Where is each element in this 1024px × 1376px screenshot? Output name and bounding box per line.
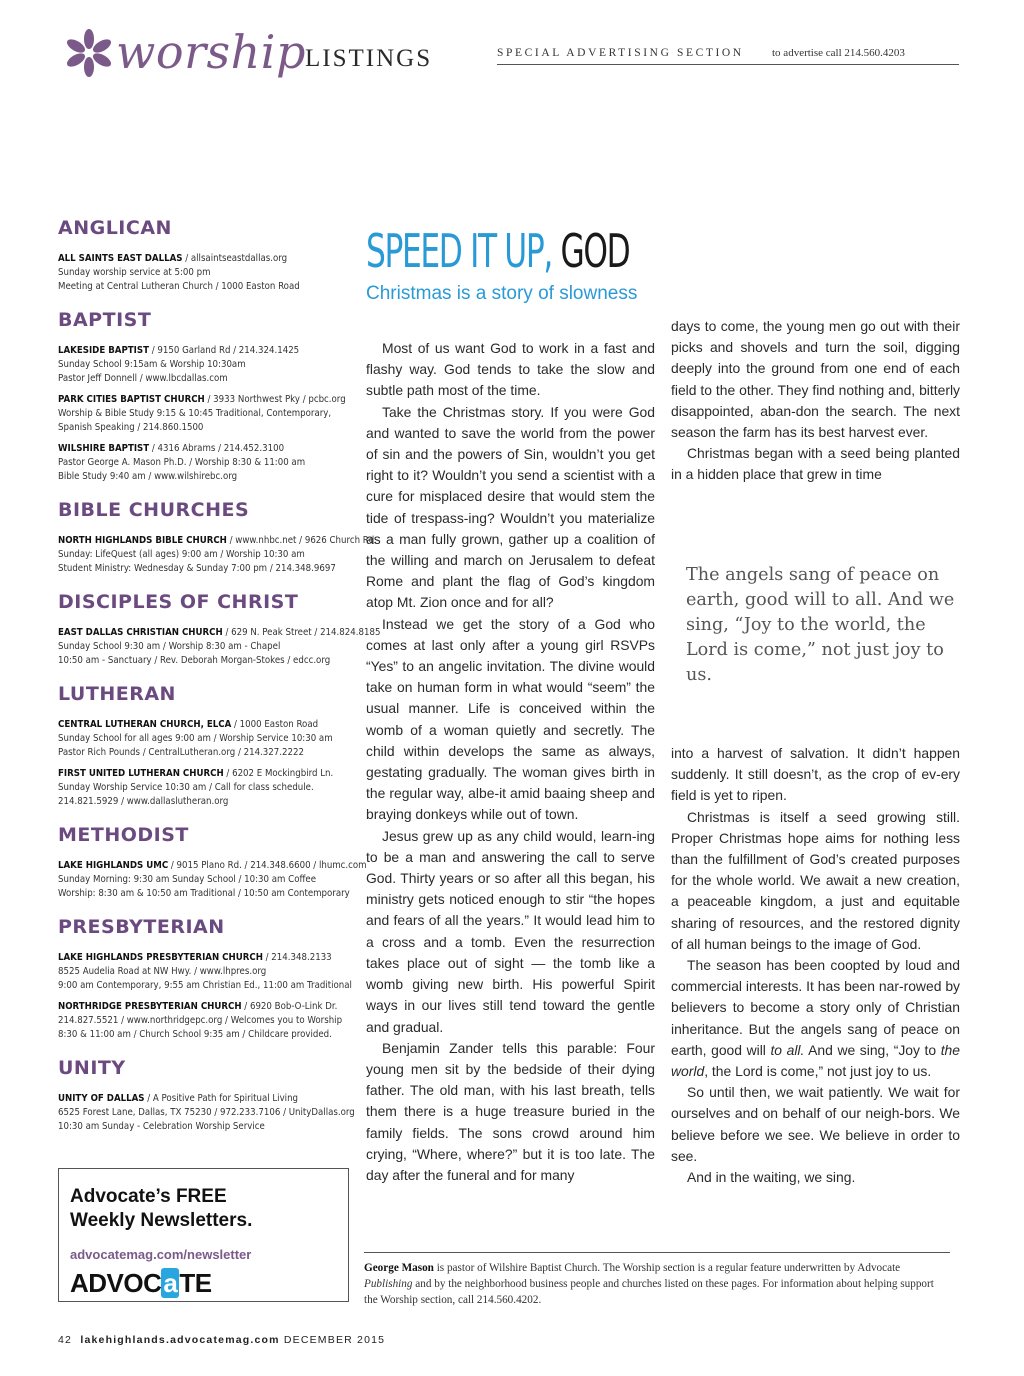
logo-part: ADVOC xyxy=(70,1268,162,1298)
church-detail-line: 214.827.5521 / www.northridgepc.org / Welcomes you to Worship xyxy=(58,1015,343,1026)
church-name: WILSHIRE BAPTIST xyxy=(58,443,150,454)
church-detail-line: Bible Study 9:40 am / www.wilshirebc.org xyxy=(58,471,238,482)
article-column-right-top xyxy=(671,316,960,486)
article-title-part: GOD xyxy=(560,224,630,278)
church-name: LAKESIDE BAPTIST xyxy=(58,345,149,356)
church-detail-line xyxy=(58,1000,338,1014)
advertise-phone: to advertise call 214.560.4203 xyxy=(772,47,905,59)
flourish-asterisk-icon xyxy=(64,28,114,78)
church-name: UNITY OF DALLAS xyxy=(58,1093,145,1104)
text-run: The season has been coopted by loud and commercial interests. It has been nar-rowed by believers to become a story only of Christian inheritance. But the angels sang of peace on earth, good will xyxy=(671,957,960,1058)
church-listing xyxy=(58,718,334,760)
brand-listings-label: LISTINGS xyxy=(305,45,433,72)
logo-part: TE xyxy=(179,1268,212,1298)
church-contact: / 629 N. Peak Street / 214.824.8185 xyxy=(222,627,381,638)
article-paragraph: Benjamin Zander tells this parable: Four young men sit by the bedside of their dying father. The old man, with his last breath, tells them there is a huge treasure buried in the family fields. The sons crowd around him crying, “Where, where?” but it is too late. The day after the funeral and for many xyxy=(366,1039,655,1183)
article-paragraph: into a harvest of salvation. It didn’t happen suddenly. It still doesn’t, as the crop of ev-ery field is yet to ripen. xyxy=(671,745,960,804)
church-detail-line xyxy=(58,626,381,640)
brand-script-title: worship xyxy=(116,25,306,79)
article-paragraph: Christmas is itself a seed growing still. Proper Christmas hope aims for nothing less than the fulfillment of God’s created purposes for the whole world. We await a new creation, a peaceable kingdom, a just and equitable sharing of resources, and the restored dignity of all human beings to the image of God. xyxy=(671,808,960,952)
article-column-right-bottom xyxy=(671,743,960,1188)
author-byline xyxy=(364,1260,950,1308)
pull-quote: The angels sang of peace on earth, good will to all. And we sing, “Joy to the world, the Lord is come,” not just joy to us. xyxy=(686,565,955,685)
logo-cat-icon: a xyxy=(163,1268,178,1298)
advocate-logo xyxy=(70,1269,212,1297)
newsletter-promo-box xyxy=(58,1168,349,1302)
newsletter-link[interactable]: advocatemag.com/newsletter xyxy=(70,1247,252,1262)
church-detail-line: Pastor Jeff Donnell / www.lbcdallas.com xyxy=(58,373,228,384)
article-paragraph: Christmas began with a seed being planted in a hidden place that grew in time xyxy=(671,445,960,483)
article-column-left xyxy=(366,338,655,1186)
text-run-italic: the world xyxy=(671,1041,960,1080)
church-detail-line xyxy=(58,718,334,732)
denomination-heading: DISCIPLES OF CHRIST xyxy=(58,591,299,613)
worship-listings xyxy=(58,216,381,1148)
article-paragraph: Instead we get the story of a God who comes at last only after a young girl RSVPs “Yes” to an angelic invitation. The divine would take on human form in what would “seem” the usual manner. Life is conceived within the womb of a woman quietly and secretly. The child within develops the same as always, gestating gradually. The woman gives birth in the regular way, albe-it amid baaing sheep and braying donkeys while out of town. xyxy=(366,615,655,823)
church-detail-line: Worship & Bible Study 9:15 & 10:45 Traditional, Contemporary, xyxy=(58,408,332,419)
church-detail-line xyxy=(58,859,367,873)
church-detail-line: 10:50 am - Sanctuary / Rev. Deborah Morgan-Stokes / edcc.org xyxy=(58,655,331,666)
denomination-heading: LUTHERAN xyxy=(58,683,176,705)
church-detail-line: Worship: 8:30 am & 10:50 am Traditional / 10:50 am Contemporary xyxy=(58,888,350,899)
church-detail-line xyxy=(58,1092,334,1106)
denomination-heading: METHODIST xyxy=(58,824,189,846)
church-contact: / 214.348.2133 xyxy=(262,952,332,963)
article-paragraph: Take the Christmas story. If you were God and wanted to save the world from the power of sin and the powers of Sin, wouldn’t you get right to it? Wouldn’t you send a scientist with a cure for misplaced desire that would stem the tide of trespass-ing? Wouldn’t you materialize as a man fully grown, gather up a coalition of the willing and march on Jerusalem to defeat Rome and plant the flag of God’s kingdom atop Mt. Zion once and for all? xyxy=(366,403,655,611)
footer-issue: DECEMBER 2015 xyxy=(283,1334,386,1346)
church-name: EAST DALLAS CHRISTIAN CHURCH xyxy=(58,627,223,638)
church-listing xyxy=(58,1000,343,1042)
author-name: George Mason xyxy=(364,1262,434,1274)
church-contact: / 3933 Northwest Pky / pcbc.org xyxy=(204,394,346,405)
church-detail-line: 10:30 am Sunday - Celebration Worship Service xyxy=(58,1121,265,1132)
church-name: ALL SAINTS EAST DALLAS xyxy=(58,253,183,264)
church-detail-line: Student Ministry: Wednesday & Sunday 7:00 pm / 214.348.9697 xyxy=(58,563,336,574)
text-run-italic: to all. xyxy=(770,1041,805,1058)
church-detail-line: Sunday Morning: 9:30 am Sunday School / 10:30 am Coffee xyxy=(58,874,317,885)
church-detail-line xyxy=(58,534,377,548)
church-contact: / 6202 E Mockingbird Ln. xyxy=(223,768,334,779)
church-listing xyxy=(58,767,334,809)
church-detail-line: Sunday School 9:15am & Worship 10:30am xyxy=(58,359,246,370)
denomination-heading: ANGLICAN xyxy=(58,217,172,239)
church-detail-line: Sunday School for all ages 9:00 am / Worship Service 10:30 am xyxy=(58,733,333,744)
page-number: 42 xyxy=(58,1334,73,1346)
church-detail-line: Sunday: LifeQuest (all ages) 9:00 am / Worship 10:30 am xyxy=(58,549,305,560)
page-footer xyxy=(58,1334,385,1346)
church-contact: / A Positive Path for Spiritual Living xyxy=(144,1093,299,1104)
denomination-group xyxy=(58,308,358,484)
church-detail-line: Sunday worship service at 5:00 pm xyxy=(58,267,211,278)
church-listing xyxy=(58,252,334,294)
church-detail-line xyxy=(58,344,334,358)
denomination-group xyxy=(58,823,367,901)
church-contact: / www.nhbc.net / 9626 Church Rd. xyxy=(226,535,377,546)
church-listing xyxy=(58,859,367,901)
article-paragraph: So until then, we wait patiently. We wait for ourselves and on behalf of our neigh-bors. We believe before we see. We believe in order to see. xyxy=(671,1084,960,1164)
church-name: LAKE HIGHLANDS UMC xyxy=(58,860,169,871)
header-divider xyxy=(497,64,959,65)
church-listing xyxy=(58,626,381,668)
church-name: PARK CITIES BAPTIST CHURCH xyxy=(58,394,205,405)
church-detail-line xyxy=(58,951,334,965)
article-paragraph: Most of us want God to work in a fast and flashy way. God tends to take the slow and subtle path most of the time. xyxy=(366,340,655,399)
church-name: CENTRAL LUTHERAN CHURCH, ELCA xyxy=(58,719,232,730)
denomination-heading: BIBLE CHURCHES xyxy=(58,499,250,521)
byline-text-italic: Publishing xyxy=(364,1278,413,1290)
church-detail-line xyxy=(58,393,346,407)
church-listing xyxy=(58,1092,355,1134)
byline-text: is pastor of Wilshire Baptist Church. The Worship section is a regular feature underwritten by Advocate xyxy=(433,1262,901,1274)
church-contact: / 9150 Garland Rd / 214.324.1425 xyxy=(148,345,300,356)
church-name: LAKE HIGHLANDS PRESBYTERIAN CHURCH xyxy=(58,952,263,963)
article-subtitle: Christmas is a story of slowness xyxy=(366,283,638,304)
church-detail-line xyxy=(58,252,334,266)
church-detail-line: Sunday Worship Service 10:30 am / Call for class schedule. xyxy=(58,782,314,793)
church-detail-line: Pastor Rich Pounds / CentralLutheran.org / 214.327.2222 xyxy=(58,747,304,758)
denomination-group xyxy=(58,498,377,576)
denomination-group xyxy=(58,1056,358,1134)
church-listing xyxy=(58,442,334,484)
church-detail-line: Spanish Speaking / 214.860.1500 xyxy=(58,422,204,433)
church-contact: / 4316 Abrams / 214.452.3100 xyxy=(149,443,285,454)
church-detail-line: Meeting at Central Lutheran Church / 1000 Easton Road xyxy=(58,281,300,292)
church-detail-line xyxy=(58,767,334,781)
section-label: SPECIAL ADVERTISING SECTION xyxy=(497,47,744,59)
church-contact: / 6920 Bob-O-Link Dr. xyxy=(241,1001,338,1012)
church-detail-line: Pastor George A. Mason Ph.D. / Worship 8:30 & 11:00 am xyxy=(58,457,306,468)
church-detail-line: 214.821.5929 / www.dallaslutheran.org xyxy=(58,796,229,807)
footer-domain: lakehighlands.advocatemag.com xyxy=(80,1334,280,1346)
denomination-heading: PRESBYTERIAN xyxy=(58,916,225,938)
church-detail-line: 8525 Audelia Road at NW Hwy. / www.lhpres.org xyxy=(58,966,267,977)
byline-text: and by the neighborhood business people and churches listed on these pages. For information about helping support the Worship section, call 214.560.4202. xyxy=(364,1278,934,1306)
newsletter-title-line: Advocate’s FREE xyxy=(70,1186,227,1207)
newsletter-title-line: Weekly Newsletters. xyxy=(70,1210,253,1231)
church-name: FIRST UNITED LUTHERAN CHURCH xyxy=(58,768,224,779)
church-name: NORTH HIGHLANDS BIBLE CHURCH xyxy=(58,535,227,546)
church-detail-line xyxy=(58,442,334,456)
church-contact: / allsaintseastdallas.org xyxy=(182,253,288,264)
church-contact: / 9015 Plano Rd. / 214.348.6600 / lhumc.com xyxy=(168,860,367,871)
church-detail-line: 6525 Forest Lane, Dallas, TX 75230 / 972.233.7106 / UnityDallas.org xyxy=(58,1107,355,1118)
article-paragraph: And in the waiting, we sing. xyxy=(687,1169,856,1186)
church-listing xyxy=(58,951,352,993)
article-paragraph: days to come, the young men go out with their picks and shovels and turn the soil, digging deeply into the ground from one end of each field to the other. They find nothing and, bitterly disappointed, aban-don the search. The next season the farm has its best harvest ever. xyxy=(671,318,960,441)
article-paragraph xyxy=(671,955,960,1082)
denomination-group xyxy=(58,682,358,809)
church-listing xyxy=(58,344,334,386)
denomination-heading: BAPTIST xyxy=(58,309,152,331)
denomination-group xyxy=(58,216,358,294)
church-detail-line: 9:00 am Contemporary, 9:55 am Christian Ed., 11:00 am Traditional xyxy=(58,980,352,991)
newsletter-title xyxy=(70,1185,340,1233)
byline-divider xyxy=(364,1252,950,1253)
church-listing xyxy=(58,393,346,435)
article-paragraph: Jesus grew up as any child would, learn-ing to be a man and answering the call to serve God. Thirty years or so after all this began, his ministry gets noticed enough to stir “the hopes and fears of all the years.” It would lead him to a cross and a tomb. Even the resurrection takes place out of sight — the tomb like a womb giving new birth. His powerful Spirit ways in our lives still tend toward the gentle and gradual. xyxy=(366,827,655,1035)
text-run: And we sing, “Joy to xyxy=(804,1041,941,1058)
article-title-part: SPEED IT UP, xyxy=(366,224,552,278)
denomination-group xyxy=(58,915,358,1042)
church-detail-line: Sunday School 9:30 am / Worship 8:30 am - Chapel xyxy=(58,641,281,652)
church-listing xyxy=(58,534,377,576)
church-name: NORTHRIDGE PRESBYTERIAN CHURCH xyxy=(58,1001,242,1012)
text-run: , the Lord is come,” not just joy to us. xyxy=(704,1063,932,1080)
church-detail-line: 8:30 & 11:00 am / Church School 9:35 am / Childcare provided. xyxy=(58,1029,332,1040)
church-contact: / 1000 Easton Road xyxy=(231,719,319,730)
denomination-group xyxy=(58,590,381,668)
article-title xyxy=(366,222,629,280)
denomination-heading: UNITY xyxy=(58,1057,126,1079)
